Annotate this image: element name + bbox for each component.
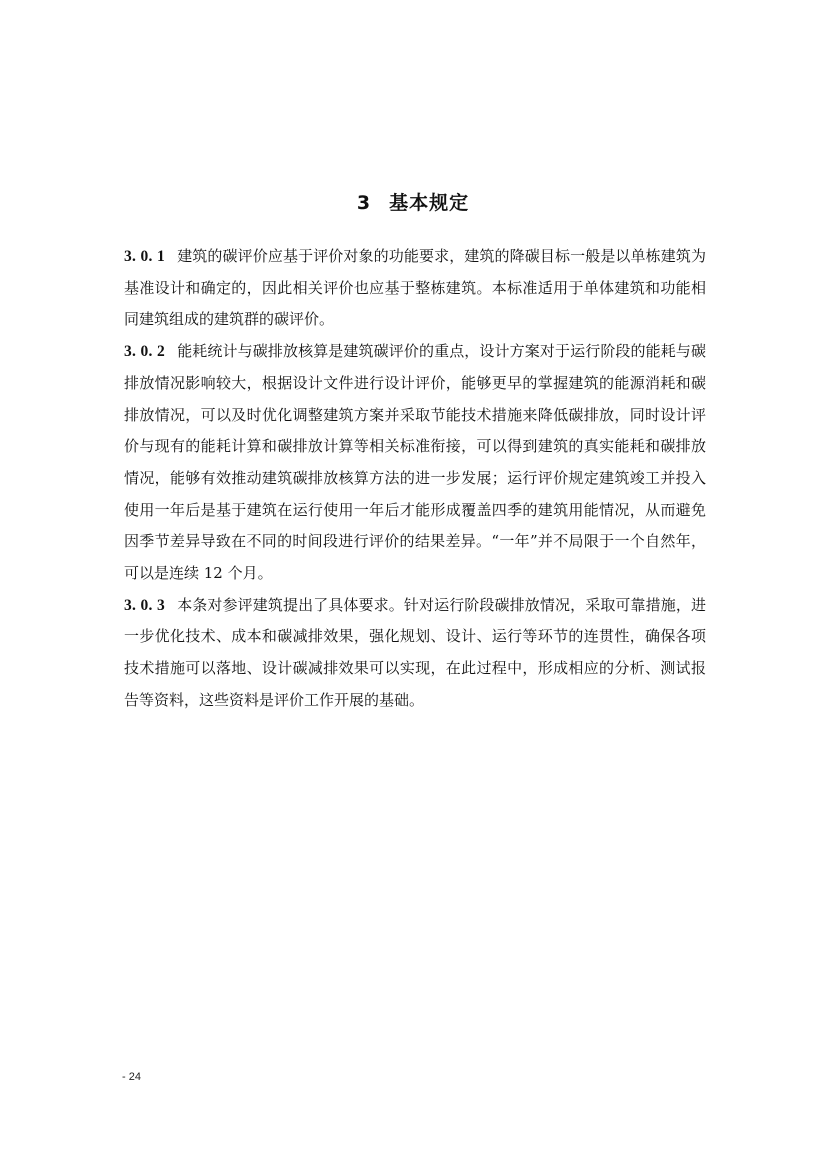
- chapter-title: [0, 188, 826, 215]
- page-number: - 24: [122, 1071, 141, 1083]
- clause-text: 本条对参评建筑提出了具体要求。针对运行阶段碳排放情况，采取可靠措施，进一步优化技术、成本和碳减排效果，强化规划、设计、运行等环节的连贯性，确保各项技术措施可以落地、设计碳减排效果可以实现，在此过程中，形成相应的分析、测试报告等资料，这些资料是评价工作开展的基础。: [124, 595, 706, 709]
- clause-3-0-1: [124, 241, 706, 336]
- clause-3-0-2: [124, 336, 706, 590]
- clause-number: 3. 0. 1: [124, 248, 166, 265]
- clause-text: 建筑的碳评价应基于评价对象的功能要求，建筑的降碳目标一般是以单栋建筑为基准设计和确定的，因此相关评价也应基于整栋建筑。本标准适用于单体建筑和功能相同建筑组成的建筑群的碳评价。: [124, 247, 706, 329]
- chapter-number: 3: [356, 192, 372, 214]
- clause-3-0-3: [124, 590, 706, 717]
- clause-text: 能耗统计与碳排放核算是建筑碳评价的重点，设计方案对于运行阶段的能耗与碳排放情况影响较大，根据设计文件进行设计评价，能够更早的掌握建筑的能源消耗和碳排放情况，可以及时优化调整建筑方案并采取节能技术措施来降低碳排放，同时设计评价与现有的能耗计算和碳排放计算等相关标准衔接，可以得到建筑的真实能耗和碳排放情况，能够有效推动建筑碳排放核算方法的进一步发展；运行评价规定建筑竣工并投入使用一年后是基于建筑在运行使用一年后才能形成覆盖四季的建筑用能情况，从而避免因季节差异导致在不同的时间段进行评价的结果差异。“一年”并不局限于一个自然年，可以是连续 12 个月。: [124, 342, 706, 583]
- chapter-title-text: 基本规定: [389, 192, 470, 214]
- document-body: [124, 241, 706, 717]
- clause-number: 3. 0. 3: [124, 596, 166, 614]
- clause-number: 3. 0. 2: [124, 343, 166, 361]
